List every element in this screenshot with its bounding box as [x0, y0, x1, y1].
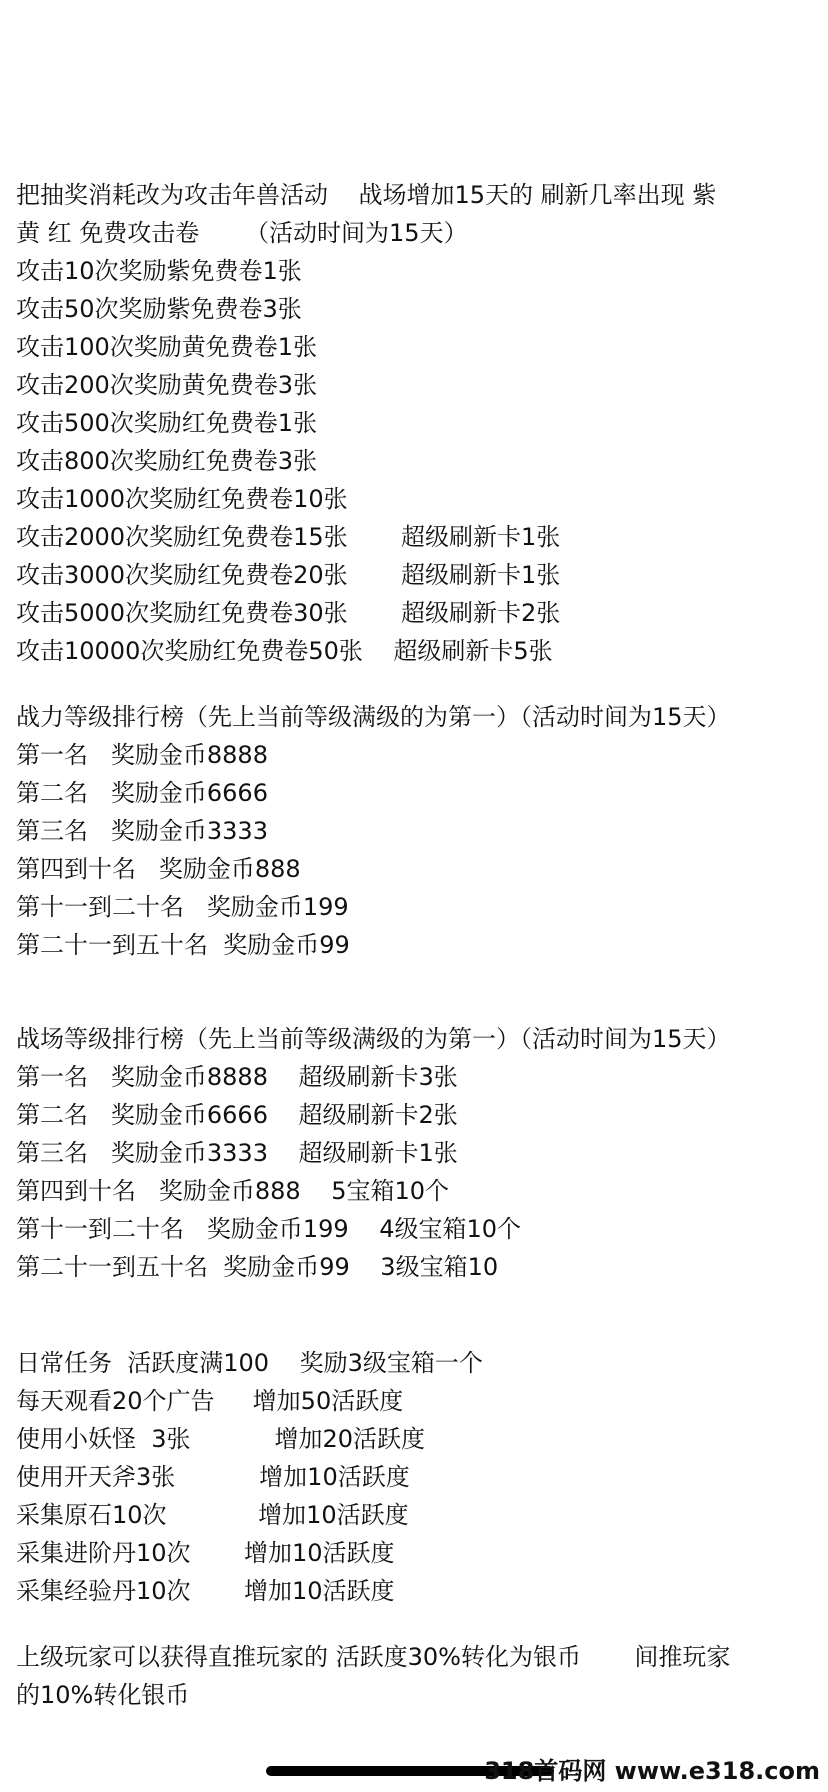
power-ranking-row: 第十一到二十名 奖励金币199 — [16, 893, 349, 921]
battlefield-ranking-row: 第三名 奖励金币3333 超级刷新卡1张 — [16, 1139, 458, 1167]
attack-reward-line: 攻击100次奖励黄免费卷1张 — [16, 333, 318, 361]
site-watermark: 318首码网 www.e318.com — [484, 1757, 820, 1785]
attack-reward-line: 攻击500次奖励红免费卷1张 — [16, 409, 318, 437]
battlefield-ranking-section — [16, 1020, 816, 1286]
spacer — [16, 670, 816, 698]
spacer — [16, 1286, 816, 1344]
referral-section — [16, 1638, 816, 1714]
daily-task-row: 使用小妖怪 3张 增加20活跃度 — [16, 1425, 425, 1453]
referral-line: 的10%转化银币 — [16, 1681, 190, 1709]
battlefield-ranking-row: 第一名 奖励金币8888 超级刷新卡3张 — [16, 1063, 458, 1091]
daily-tasks-section — [16, 1344, 816, 1610]
power-ranking-row: 第三名 奖励金币3333 — [16, 817, 268, 845]
power-ranking-row: 第二十一到五十名 奖励金币99 — [16, 931, 350, 959]
document-body — [16, 176, 816, 1714]
attack-reward-line: 攻击3000次奖励红免费卷20张 超级刷新卡1张 — [16, 561, 561, 589]
daily-task-row: 使用开天斧3张 增加10活跃度 — [16, 1463, 410, 1491]
battlefield-ranking-row: 第二十一到五十名 奖励金币99 3级宝箱10 — [16, 1253, 499, 1281]
attack-reward-line: 攻击800次奖励红免费卷3张 — [16, 447, 318, 475]
daily-task-row: 每天观看20个广告 增加50活跃度 — [16, 1387, 404, 1415]
power-ranking-row: 第一名 奖励金币8888 — [16, 741, 268, 769]
intro-line: 把抽奖消耗改为攻击年兽活动 战场增加15天的 刷新几率出现 紫 — [16, 181, 717, 209]
attack-reward-line: 攻击10次奖励紫免费卷1张 — [16, 257, 302, 285]
attack-reward-line: 攻击200次奖励黄免费卷3张 — [16, 371, 318, 399]
spacer — [16, 1610, 816, 1638]
battlefield-ranking-row: 第二名 奖励金币6666 超级刷新卡2张 — [16, 1101, 458, 1129]
power-ranking-title: 战力等级排行榜（先上当前等级满级的为第一）（活动时间为15天） — [16, 703, 731, 731]
attack-reward-line: 攻击10000次奖励红免费卷50张 超级刷新卡5张 — [16, 637, 553, 665]
daily-task-row: 采集原石10次 增加10活跃度 — [16, 1501, 409, 1529]
attack-reward-line: 攻击5000次奖励红免费卷30张 超级刷新卡2张 — [16, 599, 561, 627]
daily-task-row: 日常任务 活跃度满100 奖励3级宝箱一个 — [16, 1349, 483, 1377]
daily-task-row: 采集进阶丹10次 增加10活跃度 — [16, 1539, 395, 1567]
battlefield-ranking-row: 第四到十名 奖励金币888 5宝箱10个 — [16, 1177, 450, 1205]
daily-task-row: 采集经验丹10次 增加10活跃度 — [16, 1577, 395, 1605]
power-ranking-row: 第四到十名 奖励金币888 — [16, 855, 301, 883]
attack-reward-line: 攻击2000次奖励红免费卷15张 超级刷新卡1张 — [16, 523, 561, 551]
battlefield-ranking-title: 战场等级排行榜（先上当前等级满级的为第一）（活动时间为15天） — [16, 1025, 731, 1053]
intro-line: 黄 红 免费攻击卷 （活动时间为15天） — [16, 219, 468, 247]
attack-reward-line: 攻击1000次奖励红免费卷10张 — [16, 485, 348, 513]
spacer — [16, 964, 816, 1020]
battlefield-ranking-row: 第十一到二十名 奖励金币199 4级宝箱10个 — [16, 1215, 522, 1243]
power-ranking-row: 第二名 奖励金币6666 — [16, 779, 268, 807]
power-ranking-section — [16, 698, 816, 964]
attack-section — [16, 176, 816, 670]
attack-reward-line: 攻击50次奖励紫免费卷3张 — [16, 295, 302, 323]
referral-line: 上级玩家可以获得直推玩家的 活跃度30%转化为银币 间推玩家 — [16, 1643, 731, 1671]
